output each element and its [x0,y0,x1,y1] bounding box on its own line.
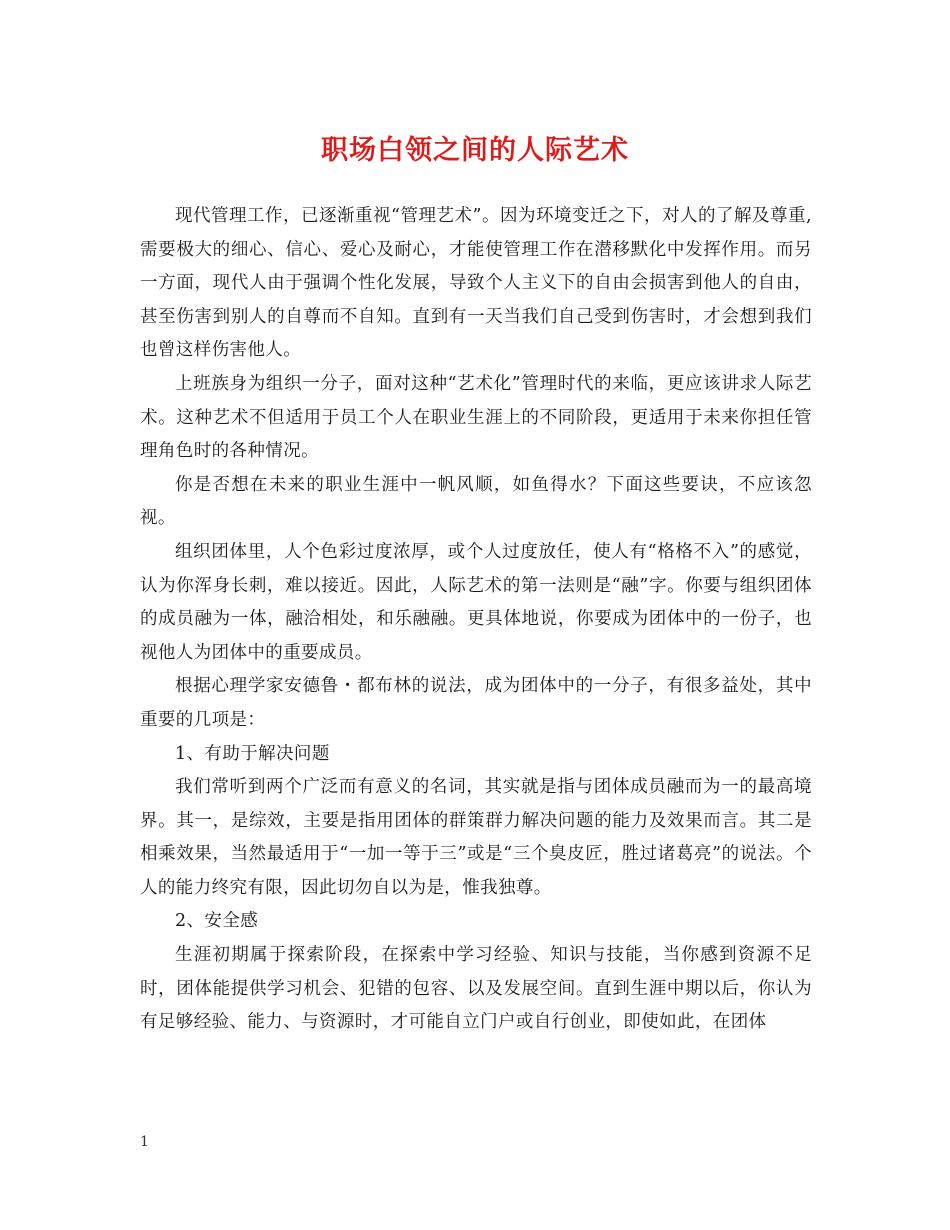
section-heading-1: 1、有助于解决问题 [175,743,330,764]
document-title: 职场白领之间的人际艺术 [321,135,629,166]
paragraph-2: 上班族身为组织一分子，面对这种“艺术化”管理时代的来临，更应该讲求人际艺术。这种艺术不但适用于员工个人在职业生涯上的不同阶段，更适用于未来你担任管理角色时的各种情况。 [140,373,812,462]
paragraph-3: 你是否想在未来的职业生涯中一帆风顺，如鱼得水？下面这些要诀，不应该忽视。 [140,474,812,529]
document-body [140,200,812,1040]
page-number: 1 [140,1134,149,1150]
paragraph-4: 组织团体里，人个色彩过度浓厚，或个人过度放任，使人有“格格不入”的感觉，认为你浑身长刺，难以接近。因此，人际艺术的第一法则是“融”字。你要与组织团体的成员融为一体，融洽相处，和乐融融。更具体地说，你要成为团体中的一份子，也视他人为团体中的重要成员。 [140,541,812,663]
paragraph-6: 我们常听到两个广泛而有意义的名词，其实就是指与团体成员融而为一的最高境界。其一，是综效，主要是指用团体的群策群力解决问题的能力及效果而言。其二是相乘效果，当然最适用于“一加一等于三”或是“三个臭皮匠，胜过诸葛亮”的说法。个人的能力终究有限，因此切勿自以为是，惟我独尊。 [140,777,812,898]
section-heading-2: 2、安全感 [175,911,259,932]
paragraph-7: 生涯初期属于探索阶段，在探索中学习经验、知识与技能，当你感到资源不足时，团体能提供学习机会、犯错的包容、以及发展空间。直到生涯中期以后，你认为有足够经验、能力、与资源时，才可能自立门户或自行创业，即使如此，在团体 [140,945,812,1033]
paragraph-5: 根据心理学家安德鲁・都布林的说法，成为团体中的一分子，有很多益处，其中重要的几项是： [140,676,812,730]
paragraph-1: 现代管理工作，已逐渐重视“管理艺术”。因为环境变迁之下，对人的了解及尊重,需要极大的细心、信心、爱心及耐心，才能使管理工作在潜移默化中发挥作用。而另一方面，现代人由于强调个性化发展，导致个人主义下的自由会损害到他人的自由，甚至伤害到别人的自尊而不自知。直到有一天当我们自己受到伤害时，才会想到我们也曾这样伤害他人。 [140,206,812,361]
